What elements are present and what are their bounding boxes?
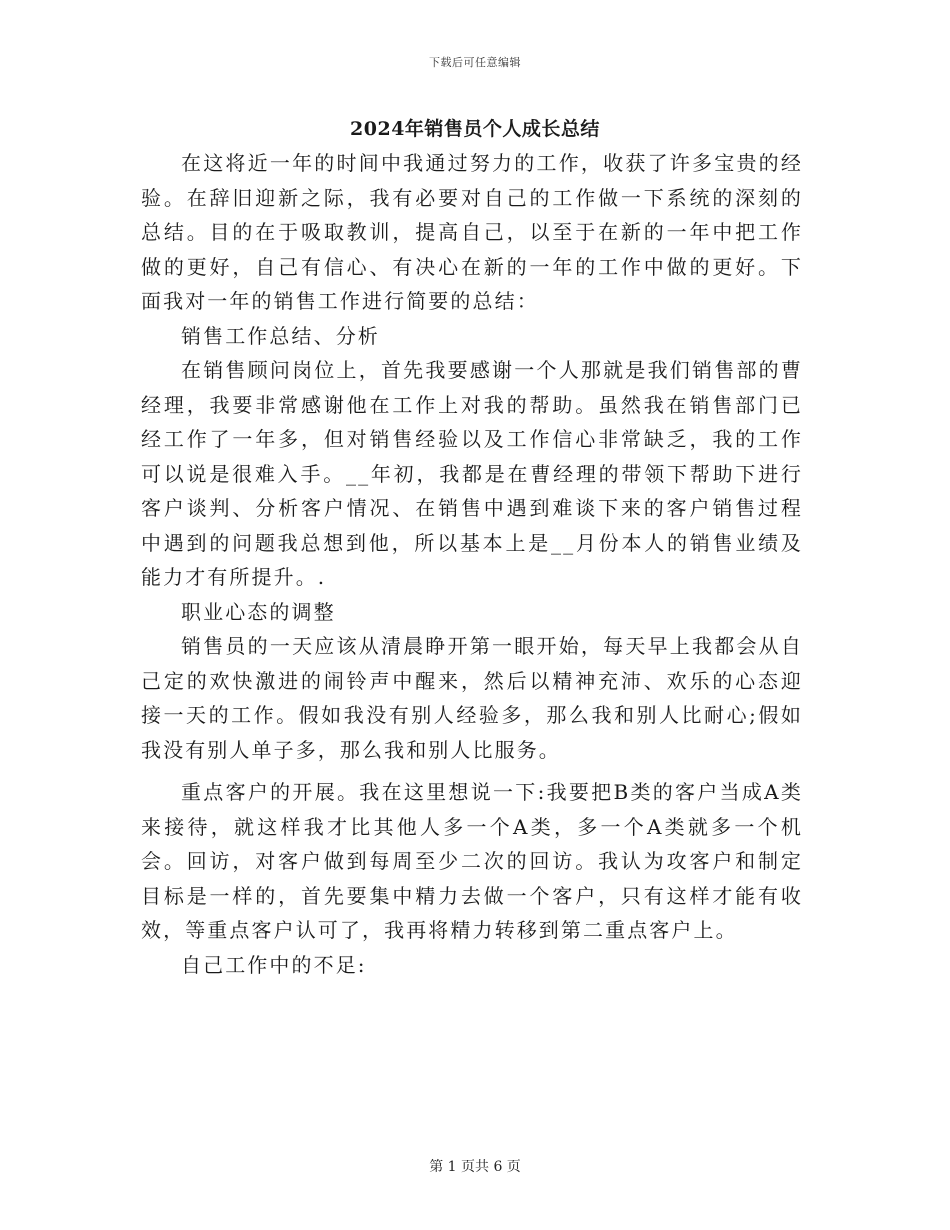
- document-body: [141, 146, 803, 982]
- paragraph-sales-advisor: 在销售顾问岗位上，首先我要感谢一个人那就是我们销售部的曹经理，我要非常感谢他在工作上对我的帮助。虽然我在销售部门已经工作了一年多，但对销售经验以及工作信心非常缺乏，我的工作可以说是很难入手。__年初，我都是在曹经理的带领下帮助下进行客户谈判、分析客户情况、在销售中遇到难谈下来的客户销售过程中遇到的问题我总想到他，所以基本上是__月份本人的销售业绩及能力才有所提升。.: [141, 358, 803, 589]
- page-number: 第 1 页共 6 页: [429, 1159, 521, 1175]
- section-heading-mindset: 职业心态的调整: [181, 599, 336, 624]
- header-note: 下载后可任意编辑: [429, 56, 521, 69]
- paragraph-key-customers: 重点客户的开展。我在这里想说一下:我要把B类的客户当成A类来接待，就这样我才比其他人多一个A类，多一个A类就多一个机会。回访，对客户做到每周至少二次的回访。我认为攻客户和制定目标是一样的，首先要集中精力去做一个客户，只有这样才能有收效，等重点客户认可了，我再将精力转移到第二重点客户上。: [141, 780, 803, 942]
- paragraph-daily-mindset: 销售员的一天应该从清晨睁开第一眼开始，每天早上我都会从自己定的欢快激进的闹铃声中醒来，然后以精神充沛、欢乐的心态迎接一天的工作。假如我没有别人经验多，那么我和别人比耐心;假如我没有别人单子多，那么我和别人比服务。: [141, 634, 803, 762]
- section-heading-shortcomings: 自己工作中的不足:: [181, 952, 367, 977]
- document-title: 2024年销售员个人成长总结: [350, 118, 600, 140]
- section-heading-sales-summary: 销售工作总结、分析: [181, 323, 380, 348]
- paragraph-intro: 在这将近一年的时间中我通过努力的工作，收获了许多宝贵的经验。在辞旧迎新之际，我有必要对自己的工作做一下系统的深刻的总结。目的在于吸取教训，提高自己，以至于在新的一年中把工作做的更好，自己有信心、有决心在新的一年的工作中做的更好。下面我对一年的销售工作进行简要的总结：: [141, 151, 803, 313]
